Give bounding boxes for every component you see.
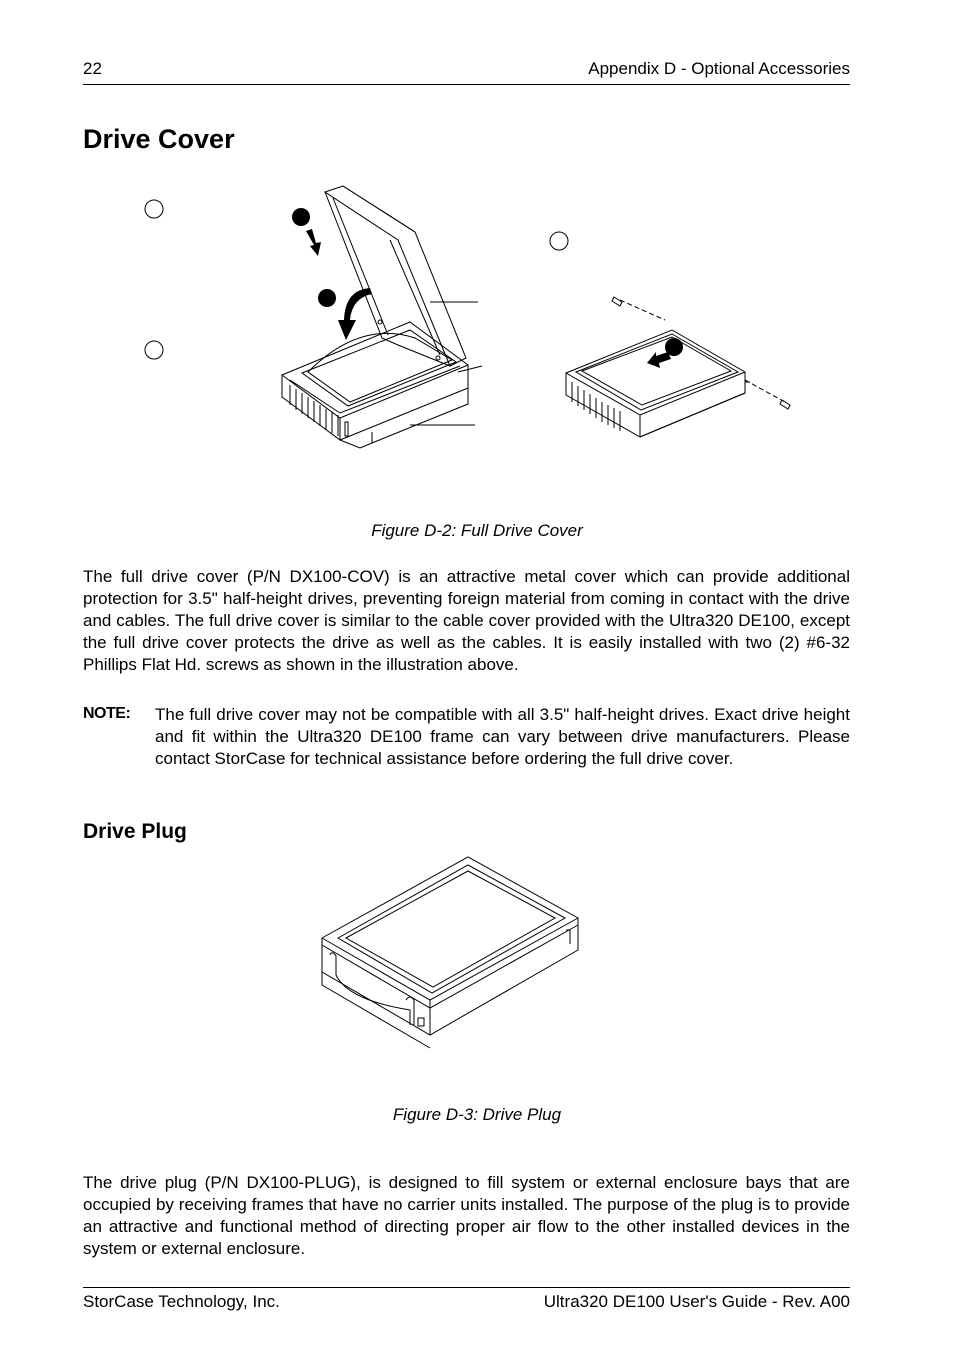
arrow-left-icon <box>647 352 671 368</box>
drive-carrier-open-illustration <box>282 186 482 448</box>
note-text: The full drive cover may not be compatible with all 3.5" half-height drives. Exact drive height and fit within the Ultra320 DE100 frame can vary between drive manufacturers. Please contact StorCase for technical assistance before ordering the full drive cover. <box>155 705 850 768</box>
drive-carrier-closed-illustration <box>566 297 790 437</box>
page-number: 22 <box>83 59 102 78</box>
drive-plug-paragraph: The drive plug (P/N DX100-PLUG), is designed to fill system or external enclosure bays that are occupied by receiving frames that have no carrier units installed. The purpose of the plug is to provide an attractive and functional method of directing proper air flow to the other installed devices in the system or external enclosure. <box>83 1173 850 1258</box>
arrow-down-icon <box>306 229 321 256</box>
note-label: NOTE: <box>83 705 131 722</box>
full-drive-cover-figure <box>0 0 954 520</box>
running-header: Appendix D - Optional Accessories <box>588 59 850 78</box>
footer-company: StorCase Technology, Inc. <box>83 1292 280 1311</box>
drive-plug-figure <box>0 850 954 1070</box>
callout-dot <box>318 289 336 307</box>
curved-arrow-icon <box>338 288 372 340</box>
footer-rule <box>83 1287 850 1288</box>
footer-guide-title: Ultra320 DE100 User's Guide - Rev. A00 <box>543 1292 850 1311</box>
drive-cover-paragraph: The full drive cover (P/N DX100-COV) is an attractive metal cover which can provide additional protection for 3.5" half-height drives, preventing foreign material from coming in contact with the drive and cables. The full drive cover is similar to the cable cover provided with the Ultra320 DE100, except the full drive cover protects the drive as well as the cables. It is easily installed with two (2) #6-32 Phillips Flat Hd. screws as shown in the illustration above. <box>83 567 850 674</box>
callout-circle <box>550 232 568 250</box>
callout-dot <box>292 208 310 226</box>
callout-circle <box>145 341 163 359</box>
figure-caption-d2: Figure D-2: Full Drive Cover <box>371 521 583 540</box>
drive-cover-heading: Drive Cover <box>83 124 235 154</box>
callout-circle <box>145 200 163 218</box>
figure-caption-d3: Figure D-3: Drive Plug <box>392 1105 562 1124</box>
drive-plug-heading: Drive Plug <box>83 820 187 843</box>
